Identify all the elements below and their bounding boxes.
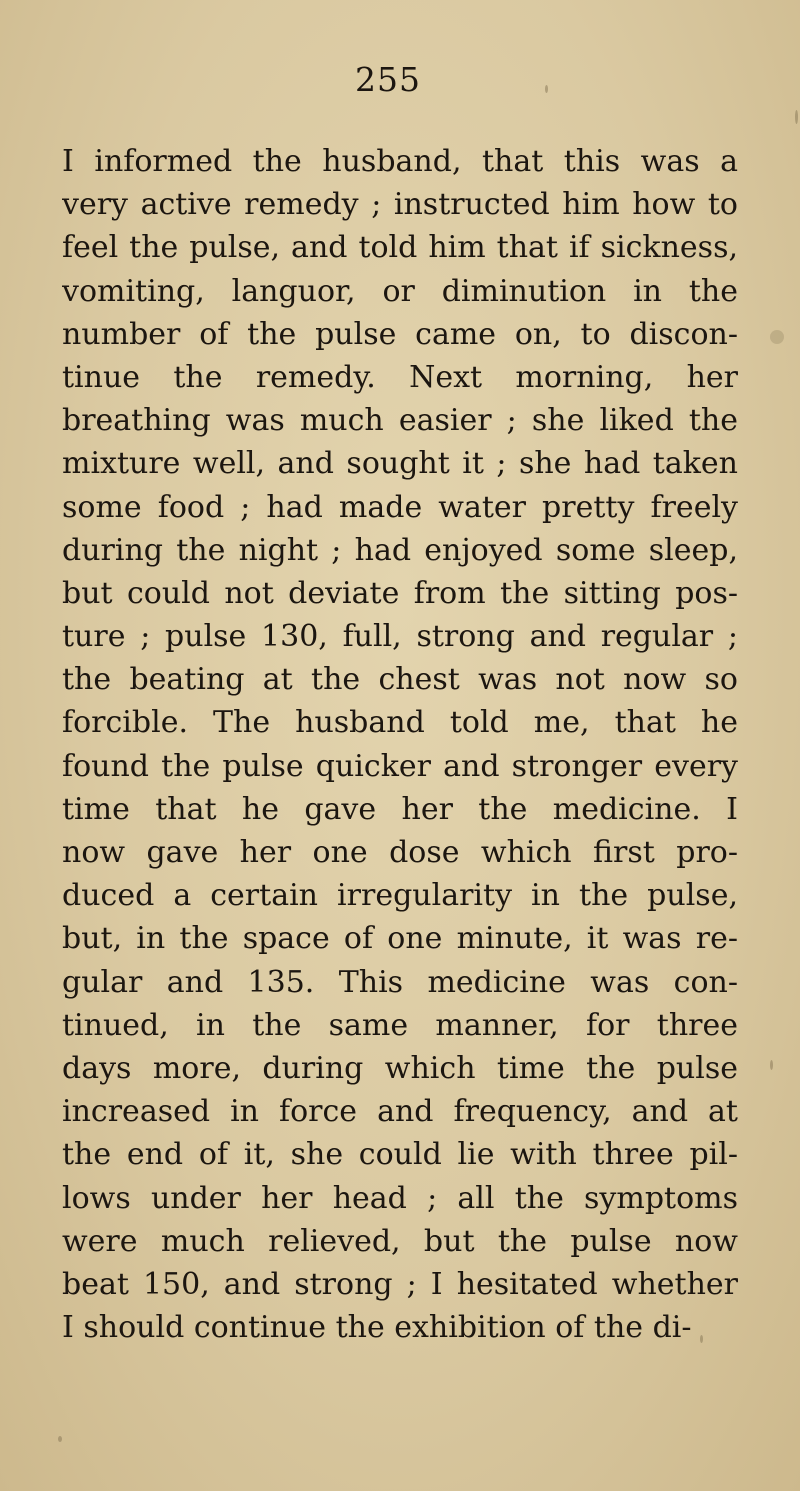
text-line: very active remedy ; instructed him how to — [62, 187, 738, 223]
text-line: beat 150, and strong ; I hesitated whether — [62, 1266, 738, 1302]
text-line: the end of it, she could lie with three pil- — [62, 1137, 738, 1173]
text-line: I should continue the exhibition of the di- — [62, 1310, 692, 1346]
text-line: lows under her head ; all the symptoms — [62, 1180, 738, 1216]
text-line: forcible. The husband told me, that he — [62, 705, 738, 741]
paper-speck — [795, 110, 798, 124]
paper-speck — [700, 1335, 703, 1343]
text-line: increased in force and frequency, and at — [62, 1094, 738, 1130]
text-line: tinued, in the same manner, for three — [62, 1007, 738, 1043]
text-line: now gave her one dose which first pro- — [62, 835, 738, 870]
text-line: days more, during which time the pulse — [62, 1050, 738, 1086]
paper-speck — [58, 1436, 62, 1442]
text-line: gular and 135. This medicine was con- — [62, 964, 738, 1000]
text-line: breathing was much easier ; she liked the — [62, 403, 738, 439]
text-line: some food ; had made water pretty freely — [62, 489, 738, 525]
body-text — [62, 140, 738, 1349]
paper-speck — [770, 330, 784, 344]
paper-speck — [770, 1060, 773, 1070]
text-line: but could not deviate from the sitting pos- — [62, 575, 738, 611]
text-line: time that he gave her the medicine. I — [62, 791, 738, 827]
text-line: ture ; pulse 130, full, strong and regular ; — [62, 619, 738, 655]
text-line: tinue the remedy. Next morning, her — [62, 359, 738, 395]
text-line: during the night ; had enjoyed some sleep, — [62, 532, 738, 568]
text-line: mixture well, and sought it ; she had taken — [62, 446, 738, 482]
paper-speck — [545, 85, 548, 93]
text-line: I informed the husband, that this was a — [62, 144, 738, 179]
text-line: the beating at the chest was not now so — [62, 662, 738, 698]
text-line: number of the pulse came on, to discon- — [62, 316, 738, 352]
text-line: were much relieved, but the pulse now — [62, 1223, 738, 1259]
text-line: found the pulse quicker and stronger every — [62, 748, 738, 784]
text-line: feel the pulse, and told him that if sickness, — [62, 230, 738, 266]
text-line: but, in the space of one minute, it was re- — [62, 921, 738, 957]
text-line: vomiting, languor, or diminution in the — [62, 273, 738, 309]
page-number: 255 — [355, 60, 421, 99]
text-line: duced a certain irregularity in the pulse, — [62, 878, 738, 914]
